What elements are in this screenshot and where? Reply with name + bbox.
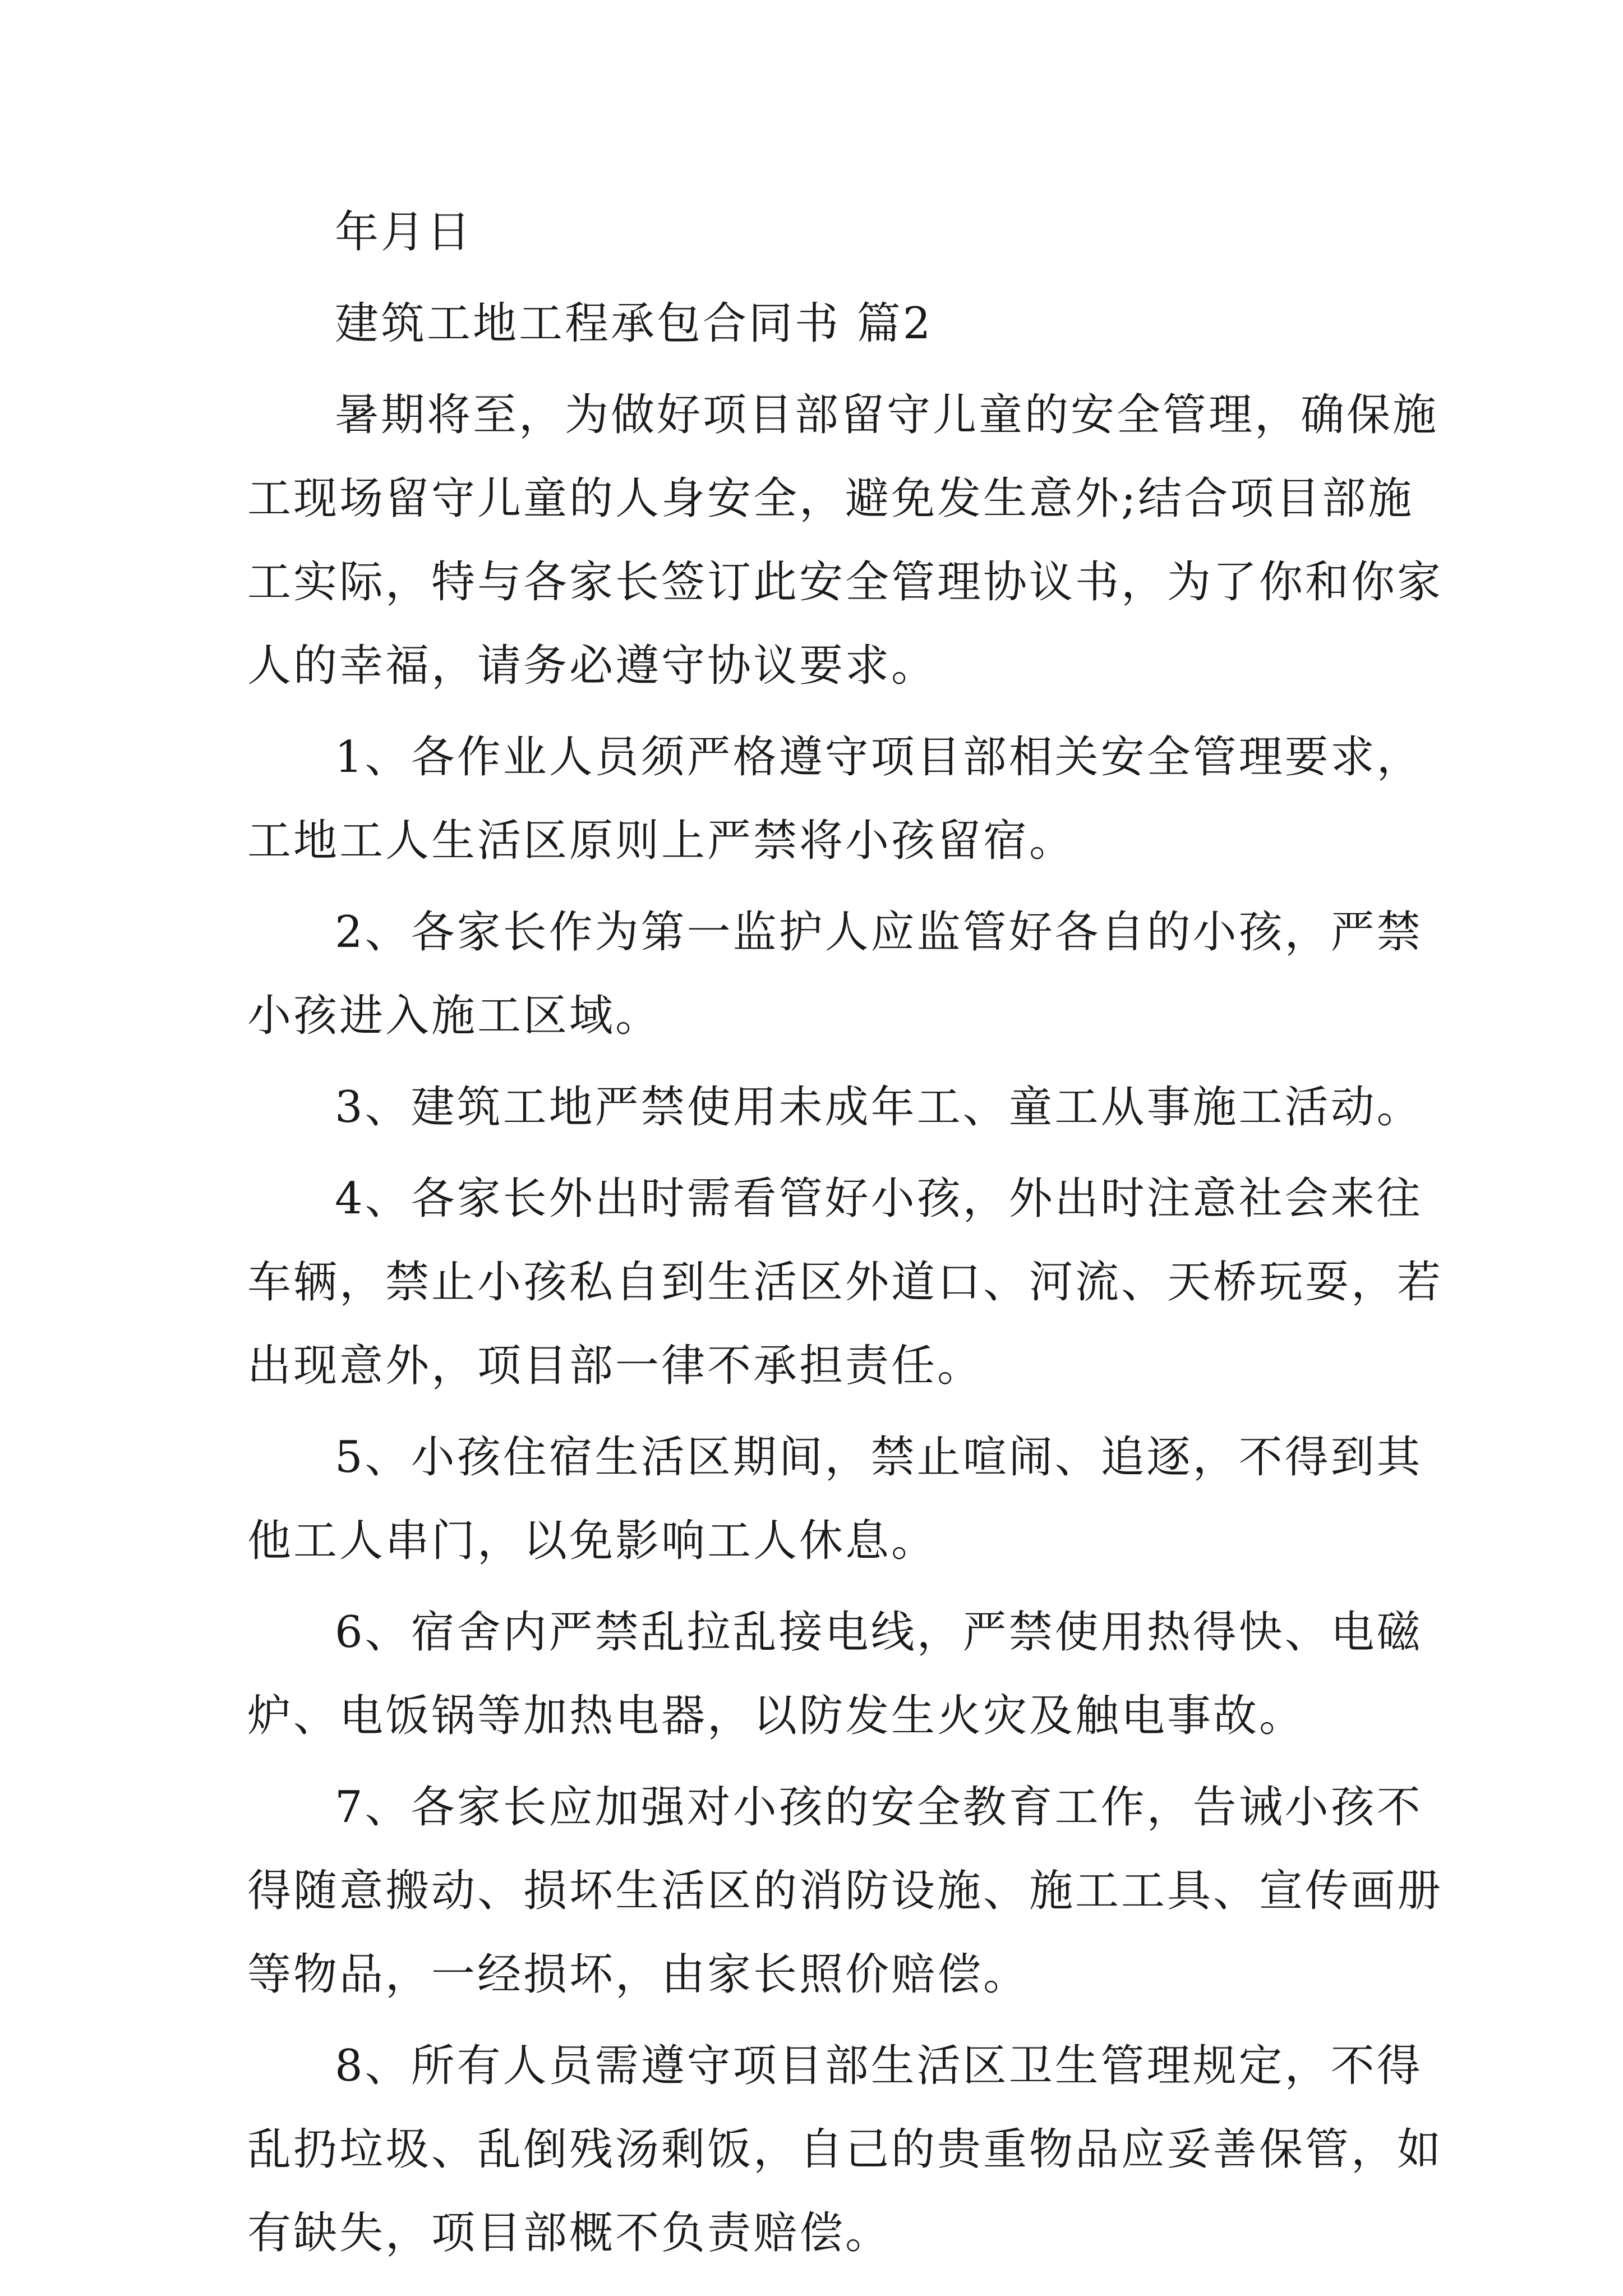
paragraph-line: 1、各作业人员须严格遵守项目部相关安全管理要求， <box>335 732 1423 783</box>
paragraph-item-4 <box>247 1157 1444 1408</box>
paragraph-line: 7、各家长应加强对小孩的安全教育工作，告诫小孩不 <box>335 1782 1423 1833</box>
paragraph-line: 暑期将至，为做好项目部留守儿童的安全管理，确保施 <box>335 390 1439 440</box>
paragraph-item-5 <box>247 1416 1423 1583</box>
paragraph-line: 炉、电饭锅等加热电器，以防发生火灾及触电事故。 <box>247 1691 1306 1741</box>
paragraph-line: 车辆，禁止小孩私自到生活区外道口、河流、天桥玩耍，若 <box>247 1257 1444 1308</box>
paragraph-line: 工地工人生活区原则上严禁将小孩留宿。 <box>247 816 1076 866</box>
paragraph-line: 8、所有人员需遵守项目部生活区卫生管理规定，不得 <box>335 2041 1423 2091</box>
paragraph-line: 得随意搬动、损坏生活区的消防设施、施工工具、宣传画册 <box>247 1866 1444 1916</box>
paragraph-line: 5、小孩住宿生活区期间，禁止喧闹、追逐，不得到其 <box>335 1432 1423 1483</box>
paragraph-item-2 <box>247 891 1423 1058</box>
paragraph-item-1 <box>247 716 1423 883</box>
paragraph-line: 工现场留守儿童的人身安全，避免发生意外;结合项目部施 <box>247 473 1414 524</box>
paragraph-line: 工实际，特与各家长签订此安全管理协议书，为了你和你家 <box>247 557 1444 608</box>
paragraph-line: 人的幸福，请务必遵守协议要求。 <box>247 641 938 691</box>
paragraph-line: 他工人串门，以免影响工人休息。 <box>247 1516 938 1566</box>
section-title: 建筑工地工程承包合同书 篇2 <box>335 298 933 349</box>
paragraph-line: 6、宿舍内严禁乱拉乱接电线，严禁使用热得快、电磁 <box>335 1607 1423 1658</box>
paragraph-line: 乱扔垃圾、乱倒残汤剩饭，自己的贵重物品应妥善保管，如 <box>247 2124 1444 2175</box>
paragraph-line: 2、各家长作为第一监护人应监管好各自的小孩，严禁 <box>335 907 1423 958</box>
paragraph-line: 3、建筑工地严禁使用未成年工、童工从事施工活动。 <box>335 1082 1423 1133</box>
paragraph-item-6 <box>247 1591 1423 1758</box>
paragraph-intro <box>247 374 1444 708</box>
paragraph-line: 出现意外，项目部一律不承担责任。 <box>247 1341 984 1391</box>
paragraph-line: 小孩进入施工区域。 <box>247 991 662 1041</box>
paragraph-line: 等物品，一经损坏，由家长照价赔偿。 <box>247 1949 1030 2000</box>
document-body <box>247 191 1444 2275</box>
date-line: 年月日 <box>335 207 473 257</box>
paragraph-item-3 <box>247 1066 1423 1149</box>
paragraph-line: 4、各家长外出时需看管好小孩，外出时注意社会来往 <box>335 1174 1423 1224</box>
paragraph-line: 有缺失，项目部概不负责赔偿。 <box>247 2208 892 2258</box>
paragraph-item-7 <box>247 1766 1444 2017</box>
paragraph-item-8 <box>247 2024 1444 2275</box>
